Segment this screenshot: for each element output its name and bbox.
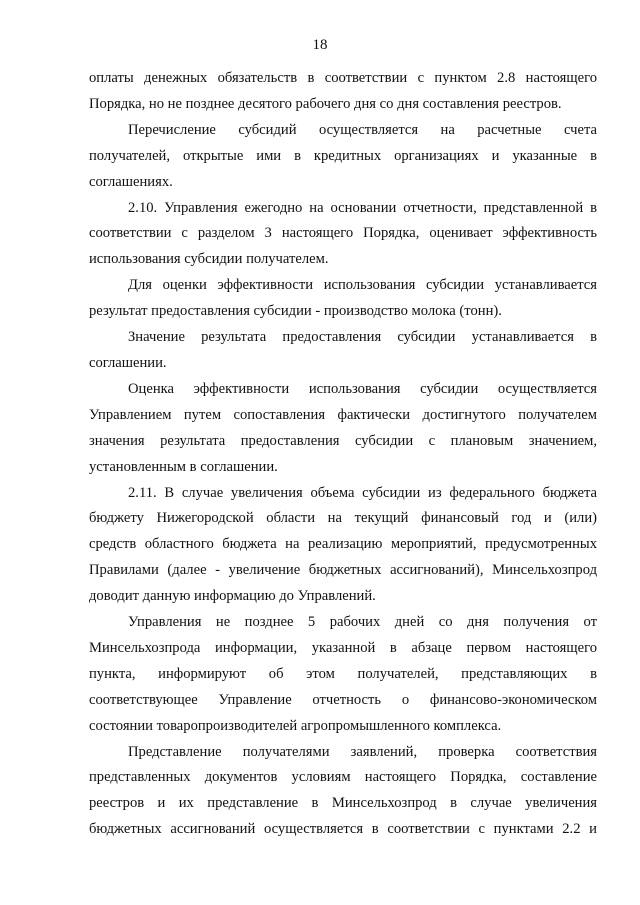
text-line: Правилами (далее - увеличение бюджетных ассигнований), Минсельхозпрод [89, 562, 597, 579]
text-line: Представление получателями заявлений, проверка соответствия [128, 743, 597, 760]
text-line: 2.10. Управления ежегодно на основании отчетности, представленной в [128, 199, 597, 216]
text-line: Перечисление субсидий осуществляется на расчетные счета [128, 121, 597, 138]
text-line: представленных документов условиям настоящего Порядка, составление [89, 769, 597, 786]
text-line: Минсельхозпрода информации, указанной в абзаце первом настоящего [89, 639, 597, 656]
text-line: пункта, информируют об этом получателей, представляющих в [89, 665, 597, 682]
text-line: соглашении. [89, 354, 167, 371]
paragraph [89, 118, 597, 196]
text-line: Значение результата предоставления субсидии устанавливается в [128, 329, 597, 346]
text-line: результат предоставления субсидии - производство молока (тонн). [89, 303, 502, 320]
text-line: средств областного бюджета на реализацию мероприятий, предусмотренных [89, 536, 597, 553]
paragraph [89, 740, 597, 844]
page-number: 18 [312, 37, 328, 53]
text-line: получателей, открытые ими в кредитных организациях и указанные в [89, 147, 597, 164]
paragraph [89, 196, 597, 274]
paragraph [89, 481, 597, 611]
text-line: оплаты денежных обязательств в соответствии с пунктом 2.8 настоящего [89, 70, 597, 86]
text-line: бюджету Нижегородской области на текущий финансовый год и (или) [89, 510, 597, 527]
text-line: соглашениях. [89, 173, 173, 190]
text-line: реестров и их представление в Минсельхозпрод в случае увеличения [89, 795, 597, 812]
text-line: значения результата предоставления субсидии с плановым значением, [89, 432, 597, 449]
text-line: доводит данную информацию до Управлений. [89, 588, 376, 605]
paragraph [89, 377, 597, 481]
text-line: Оценка эффективности использования субсидии осуществляется [128, 380, 597, 397]
text-line: состоянии товаропроизводителей агропромышленного комплекса. [89, 717, 502, 734]
text-line: Для оценки эффективности использования субсидии устанавливается [128, 277, 597, 294]
text-line: 2.11. В случае увеличения объема субсидии из федерального бюджета [128, 484, 597, 501]
document-body [89, 66, 597, 843]
text-line: соответствующее Управление отчетность о финансово-экономическом [89, 691, 597, 708]
paragraph [89, 273, 597, 325]
paragraph [89, 325, 597, 377]
text-line: Порядка, но не позднее десятого рабочего дня со дня составления реестров. [89, 95, 562, 112]
text-line: соответствии с разделом 3 настоящего Порядка, оценивает эффективность [89, 225, 597, 242]
text-line: бюджетных ассигнований осуществляется в соответствии с пунктами 2.2 и [89, 821, 597, 838]
paragraph [89, 66, 597, 118]
text-line: Управления не позднее 5 рабочих дней со дня получения от [128, 614, 597, 631]
text-line: установленным в соглашении. [89, 458, 278, 475]
text-line: использования субсидии получателем. [89, 251, 329, 268]
paragraph [89, 610, 597, 740]
text-line: Управлением путем сопоставления фактически достигнутого получателем [89, 406, 597, 423]
